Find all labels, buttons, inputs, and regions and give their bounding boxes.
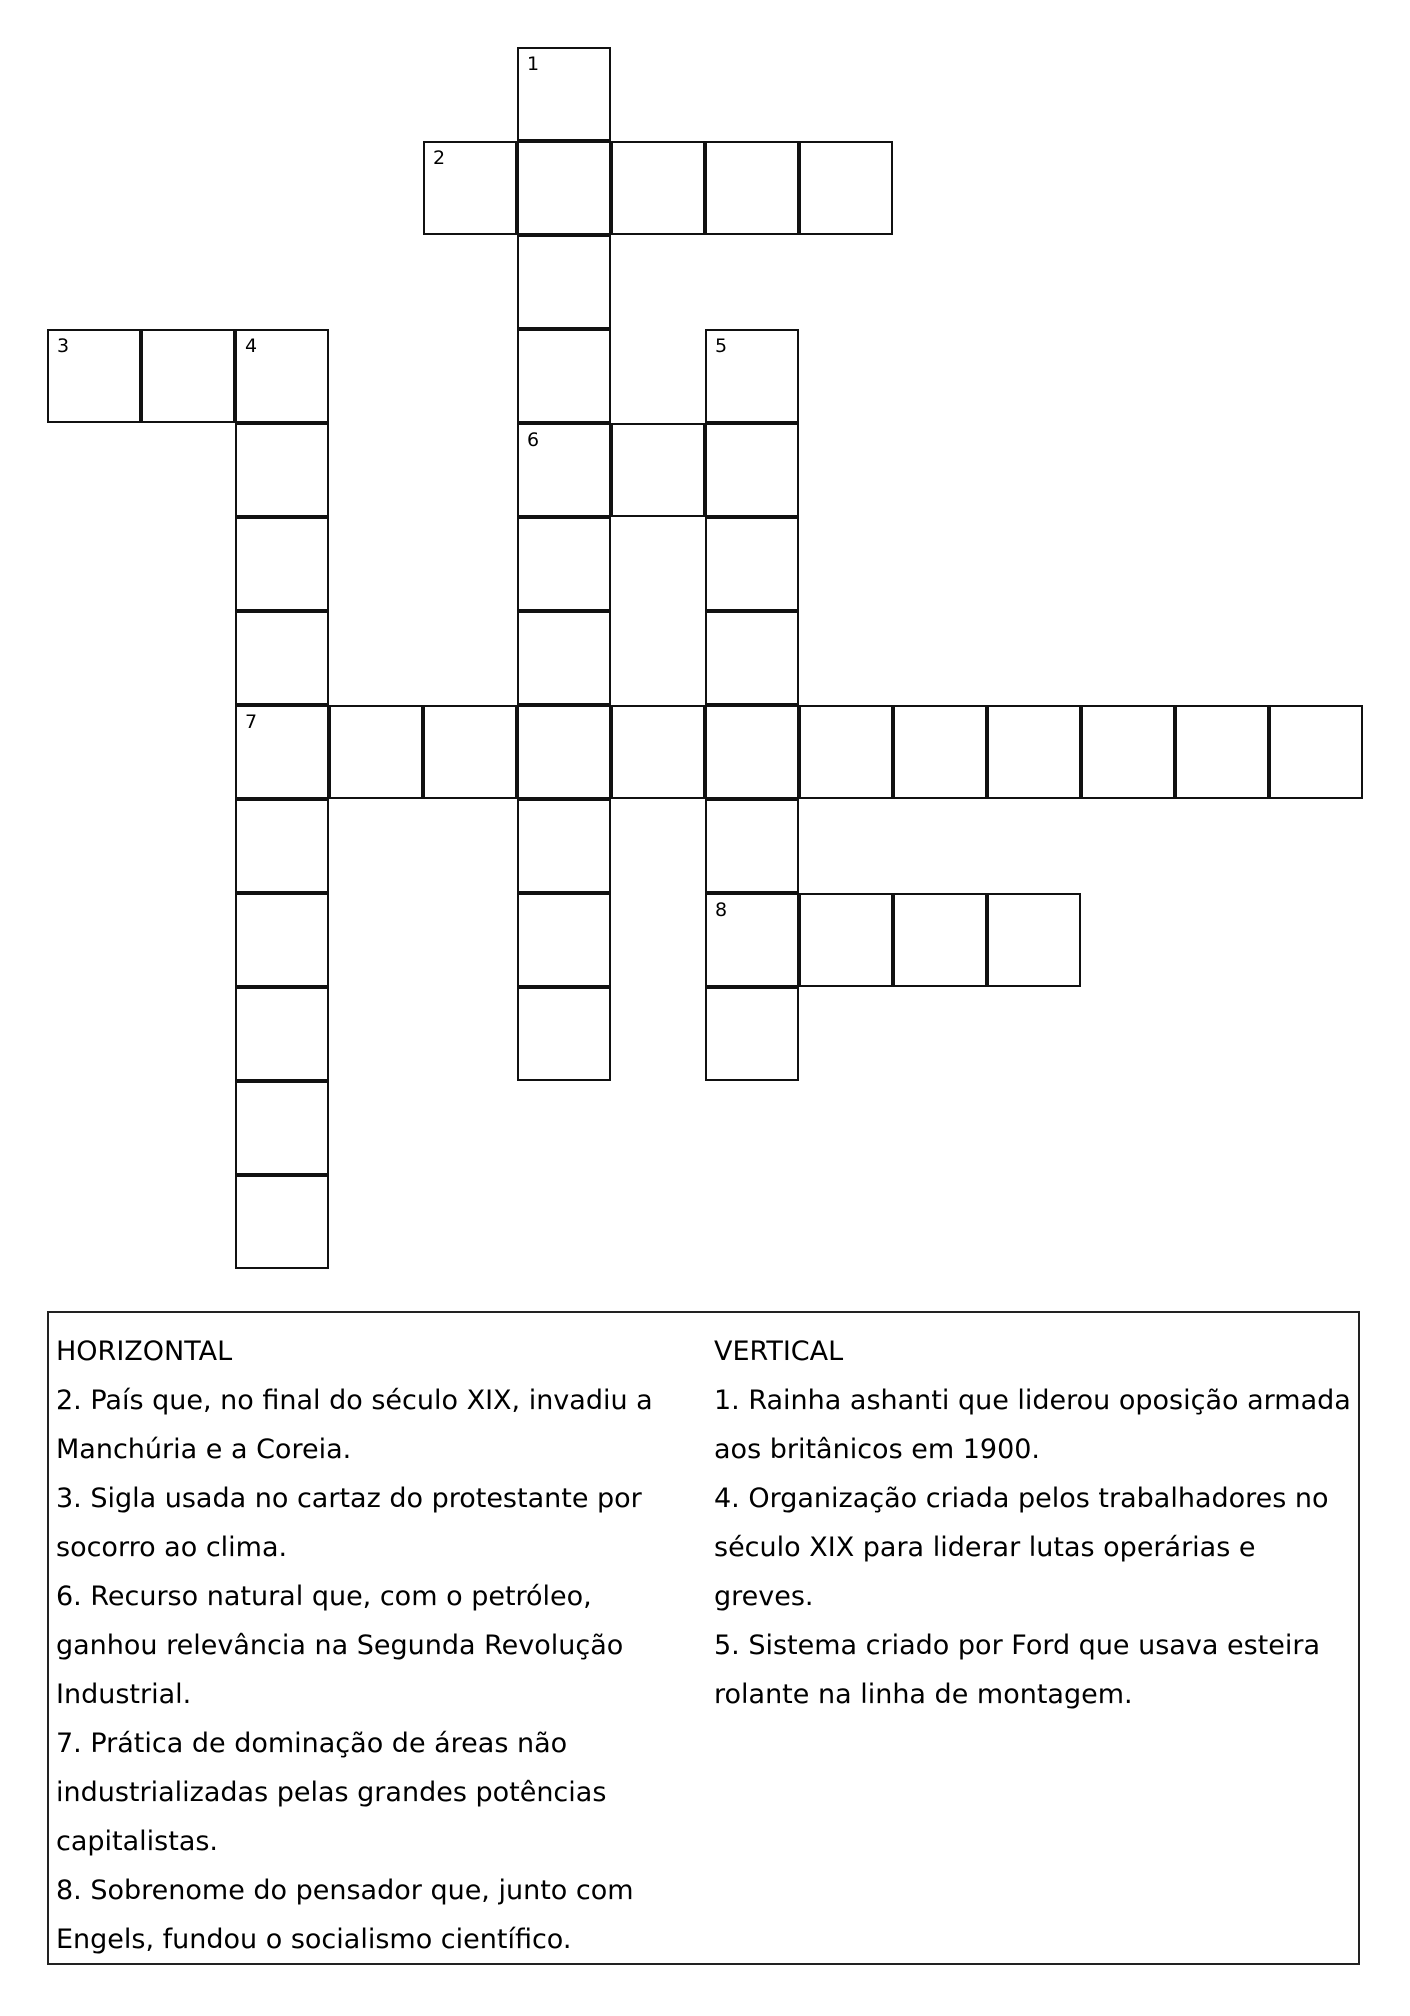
crossword-cell[interactable]	[517, 423, 611, 517]
crossword-cell[interactable]	[705, 423, 799, 517]
clue-number: 2	[433, 147, 446, 169]
crossword-cell[interactable]	[799, 893, 893, 987]
clue-horizontal-2: 2. País que, no final do século XIX, invadiu a Manchúria e a Coreia.	[56, 1385, 653, 1465]
crossword-cell[interactable]	[517, 141, 611, 235]
crossword-cell[interactable]	[235, 799, 329, 893]
crossword-cell[interactable]	[517, 705, 611, 799]
crossword-cell[interactable]	[517, 611, 611, 705]
clue-horizontal-6: 6. Recurso natural que, com o petróleo, ganhou relevância na Segunda Revolução Industrial.	[56, 1581, 624, 1710]
clue-vertical-1: 1. Rainha ashanti que liderou oposição armada aos britânicos em 1900.	[714, 1385, 1351, 1465]
clue-number: 5	[715, 335, 728, 357]
crossword-cell[interactable]	[235, 1081, 329, 1175]
horizontal-clues	[56, 1327, 701, 1964]
crossword-cell[interactable]	[517, 329, 611, 423]
crossword-cell[interactable]	[705, 705, 799, 799]
crossword-cell[interactable]	[799, 141, 893, 235]
clue-number: 3	[57, 335, 70, 357]
horizontal-heading: HORIZONTAL	[56, 1336, 233, 1367]
crossword-cell[interactable]	[1269, 705, 1363, 799]
crossword-cell[interactable]	[517, 517, 611, 611]
crossword-cell[interactable]	[705, 517, 799, 611]
crossword-cell[interactable]	[329, 705, 423, 799]
crossword-cell[interactable]	[47, 329, 141, 423]
crossword-cell[interactable]	[141, 329, 235, 423]
clue-number: 1	[527, 53, 540, 75]
crossword-cell[interactable]	[517, 893, 611, 987]
crossword-cell[interactable]	[517, 235, 611, 329]
crossword-cell[interactable]	[235, 987, 329, 1081]
crossword-cell[interactable]	[423, 141, 517, 235]
crossword-cell[interactable]	[705, 893, 799, 987]
crossword-cell[interactable]	[235, 611, 329, 705]
clue-number: 8	[715, 899, 728, 921]
crossword-cell[interactable]	[517, 987, 611, 1081]
clue-number: 4	[245, 335, 258, 357]
crossword-cell[interactable]	[235, 517, 329, 611]
clue-horizontal-7: 7. Prática de dominação de áreas não industrializadas pelas grandes potências capitalistas.	[56, 1728, 607, 1857]
clue-number: 7	[245, 711, 258, 733]
clue-horizontal-8: 8. Sobrenome do pensador que, junto com Engels, fundou o socialismo científico.	[56, 1875, 634, 1955]
crossword-cell[interactable]	[517, 799, 611, 893]
crossword-cell[interactable]	[1081, 705, 1175, 799]
crossword-cell[interactable]	[705, 611, 799, 705]
vertical-clues	[714, 1327, 1354, 1719]
crossword-cell[interactable]	[235, 893, 329, 987]
crossword-cell[interactable]	[611, 705, 705, 799]
crossword-cell[interactable]	[705, 141, 799, 235]
clue-vertical-4: 4. Organização criada pelos trabalhadores no século XIX para liderar lutas operárias e greves.	[714, 1483, 1329, 1612]
crossword-cell[interactable]	[235, 1175, 329, 1269]
crossword-cell[interactable]	[1175, 705, 1269, 799]
crossword-cell[interactable]	[705, 987, 799, 1081]
vertical-heading: VERTICAL	[714, 1336, 844, 1367]
crossword-cell[interactable]	[893, 893, 987, 987]
crossword-cell[interactable]	[611, 141, 705, 235]
crossword-cell[interactable]	[235, 705, 329, 799]
crossword-cell[interactable]	[611, 423, 705, 517]
crossword-cell[interactable]	[799, 705, 893, 799]
crossword-cell[interactable]	[705, 329, 799, 423]
crossword-cell[interactable]	[423, 705, 517, 799]
crossword-cell[interactable]	[893, 705, 987, 799]
crossword-cell[interactable]	[235, 329, 329, 423]
clue-vertical-5: 5. Sistema criado por Ford que usava esteira rolante na linha de montagem.	[714, 1630, 1320, 1710]
crossword-cell[interactable]	[705, 799, 799, 893]
clue-horizontal-3: 3. Sigla usada no cartaz do protestante por socorro ao clima.	[56, 1483, 642, 1563]
crossword-cell[interactable]	[987, 893, 1081, 987]
crossword-cell[interactable]	[987, 705, 1081, 799]
crossword-cell[interactable]	[517, 47, 611, 141]
crossword-cell[interactable]	[235, 423, 329, 517]
clue-number: 6	[527, 429, 540, 451]
clue-box	[47, 1311, 1360, 1965]
